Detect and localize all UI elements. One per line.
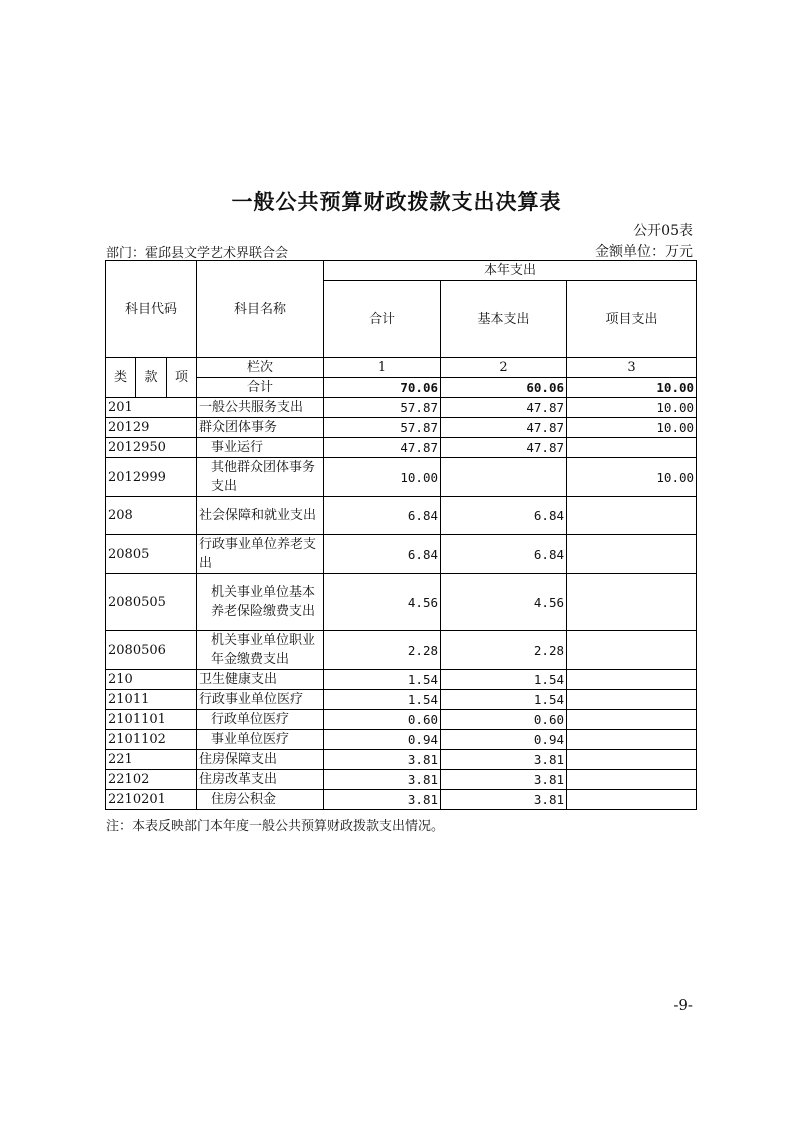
row-total: 3.81 [324,790,441,810]
table-row [106,535,697,574]
row-basic: 1.54 [441,690,567,710]
row-project: 10.00 [567,398,697,418]
table-row [106,458,697,497]
row-code: 2101101 [106,710,197,730]
row-basic: 3.81 [441,790,567,810]
row-name: 住房改革支出 [197,770,324,790]
row-project [567,790,697,810]
row-name: 其他群众团体事务支出 [197,458,324,497]
row-name: 机关事业单位基本养老保险缴费支出 [197,574,324,631]
table-code: 公开05表 [633,223,693,239]
row-name: 行政事业单位医疗 [197,690,324,710]
row-project [567,710,697,730]
total-row-label: 合计 [197,378,324,398]
row-project [567,770,697,790]
header-kuan: 款 [136,358,167,398]
row-name: 行政单位医疗 [197,710,324,730]
table-row [106,497,697,535]
row-name: 机关事业单位职业年金缴费支出 [197,631,324,670]
row-project [567,670,697,690]
row-code: 2012999 [106,458,197,497]
header-total: 合计 [324,281,441,358]
row-total: 4.56 [324,574,441,631]
row-code: 21011 [106,690,197,710]
header-xiang: 项 [167,358,197,398]
table-row [106,730,697,750]
row-project [567,535,697,574]
row-code: 22102 [106,770,197,790]
row-code: 2101102 [106,730,197,750]
row-name: 卫生健康支出 [197,670,324,690]
row-name: 事业运行 [197,438,324,458]
row-name: 住房公积金 [197,790,324,810]
row-total: 3.81 [324,770,441,790]
row-total: 1.54 [324,690,441,710]
row-project [567,690,697,710]
row-basic: 3.81 [441,770,567,790]
row-code: 2210201 [106,790,197,810]
row-code: 210 [106,670,197,690]
row-total: 0.94 [324,730,441,750]
unit-label: 金额单位：万元 [595,244,693,260]
table-row [106,710,697,730]
row-name: 事业单位医疗 [197,730,324,750]
row-basic [441,458,567,497]
row-name: 住房保障支出 [197,750,324,770]
row-basic: 2.28 [441,631,567,670]
table-row [106,631,697,670]
row-project [567,750,697,770]
row-total: 10.00 [324,458,441,497]
header-lanci: 栏次 [197,358,324,378]
table-row [106,398,697,418]
total-row-total: 70.06 [324,378,441,398]
row-total: 57.87 [324,398,441,418]
total-row-project: 10.00 [567,378,697,398]
row-total: 57.87 [324,418,441,438]
row-code: 2012950 [106,438,197,458]
document-title: 一般公共预算财政拨款支出决算表 [231,190,562,214]
row-basic: 47.87 [441,398,567,418]
row-code: 208 [106,497,197,535]
table-row [106,750,697,770]
row-name: 行政事业单位养老支出 [197,535,324,574]
row-name: 社会保障和就业支出 [197,497,324,535]
row-total: 47.87 [324,438,441,458]
col-number-3: 3 [567,358,697,378]
page-number: -9- [673,996,693,1014]
row-total: 2.28 [324,631,441,670]
row-project [567,497,697,535]
row-code: 221 [106,750,197,770]
total-row-basic: 60.06 [441,378,567,398]
row-project: 10.00 [567,458,697,497]
row-name: 一般公共服务支出 [197,398,324,418]
col-number-2: 2 [441,358,567,378]
row-name: 群众团体事务 [197,418,324,438]
row-basic: 1.54 [441,670,567,690]
row-total: 3.81 [324,750,441,770]
row-basic: 0.94 [441,730,567,750]
row-total: 6.84 [324,535,441,574]
row-code: 201 [106,398,197,418]
table-row [106,438,697,458]
header-code: 科目代码 [106,261,197,358]
header-project: 项目支出 [567,281,697,358]
header-name: 科目名称 [197,261,324,358]
header-lei: 类 [106,358,136,398]
row-project [567,574,697,631]
row-project [567,631,697,670]
department-label: 部门：霍邱县文学艺术界联合会 [106,246,289,261]
row-basic: 47.87 [441,418,567,438]
row-project: 10.00 [567,418,697,438]
row-basic: 47.87 [441,438,567,458]
row-code: 2080506 [106,631,197,670]
row-project [567,438,697,458]
row-code: 20129 [106,418,197,438]
row-basic: 6.84 [441,535,567,574]
table-row [106,770,697,790]
row-total: 1.54 [324,670,441,690]
row-project [567,730,697,750]
col-number-1: 1 [324,358,441,378]
table-row [106,790,697,810]
row-basic: 0.60 [441,710,567,730]
row-code: 2080505 [106,574,197,631]
row-code: 20805 [106,535,197,574]
table-row [106,574,697,631]
header-basic: 基本支出 [441,281,567,358]
row-basic: 3.81 [441,750,567,770]
row-total: 0.60 [324,710,441,730]
table-row [106,670,697,690]
header-year-expenditure: 本年支出 [324,261,697,281]
footnote: 注：本表反映部门本年度一般公共预算财政拨款支出情况。 [106,819,445,834]
row-total: 6.84 [324,497,441,535]
table-row [106,690,697,710]
row-basic: 6.84 [441,497,567,535]
expenditure-table [105,260,697,810]
row-basic: 4.56 [441,574,567,631]
table-row [106,418,697,438]
